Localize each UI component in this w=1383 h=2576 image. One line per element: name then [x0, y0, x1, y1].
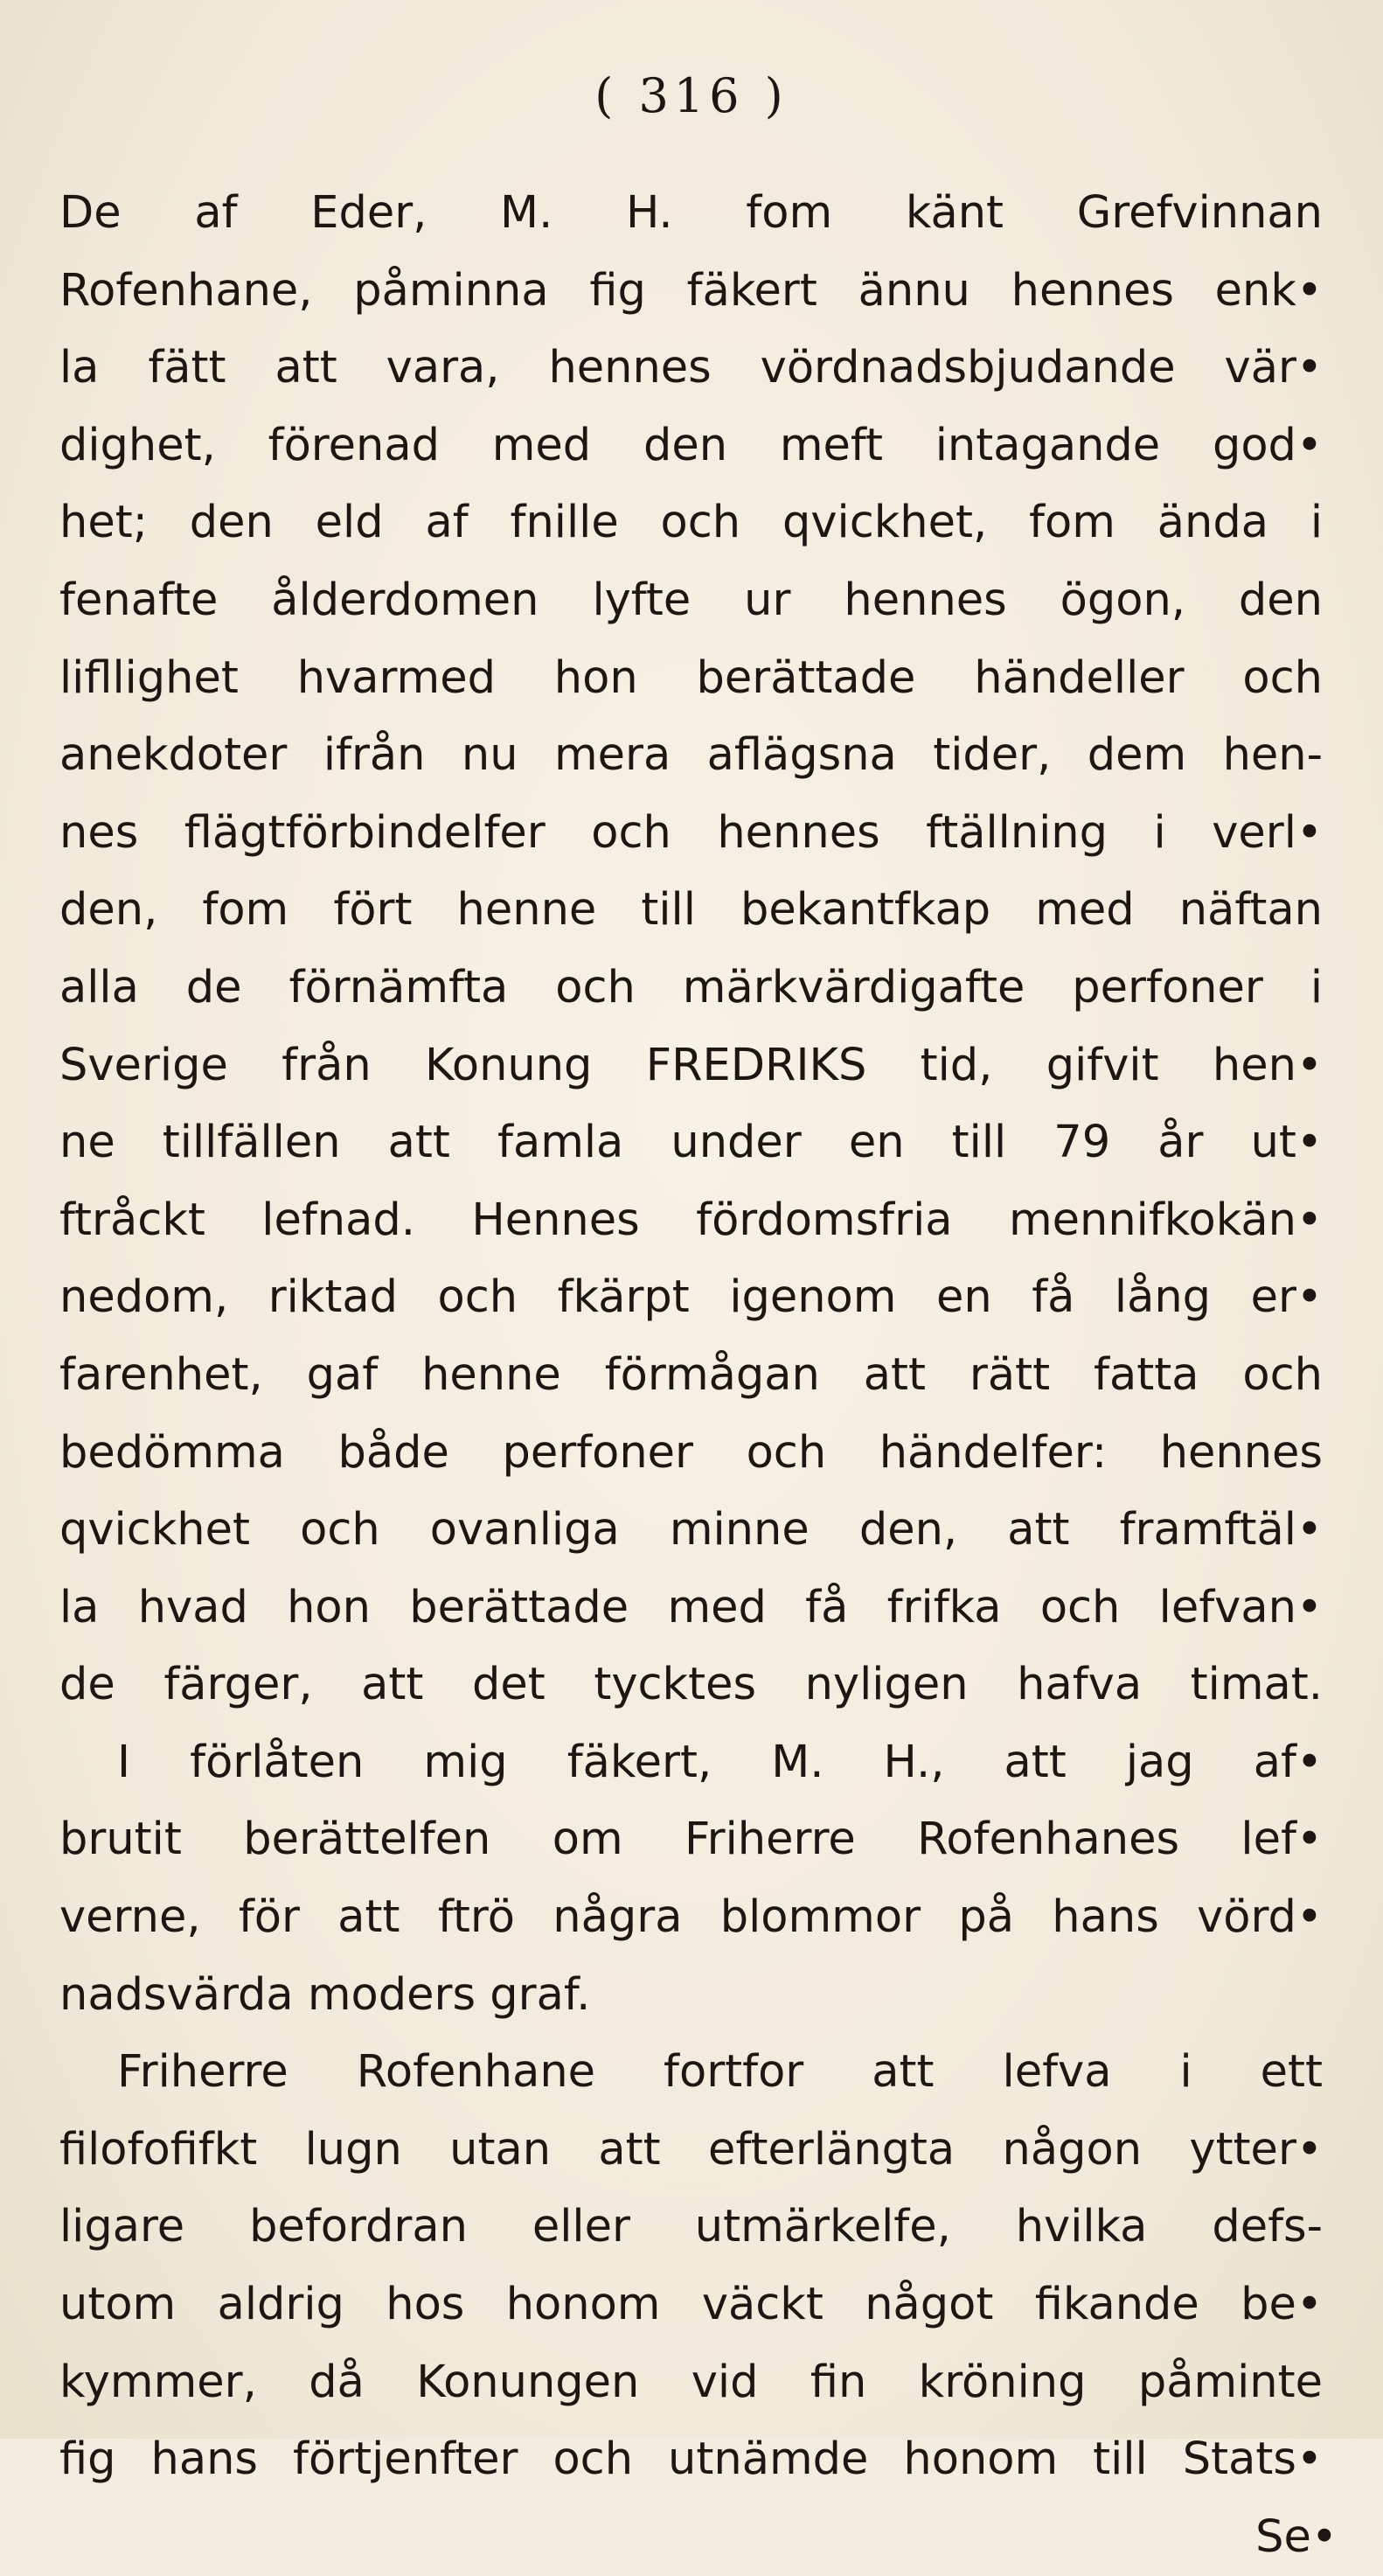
text-line: [59, 1801, 1371, 1879]
line-text: ftråckt lefnad. Hennes fördomsfria mennifkokän•: [59, 1194, 1323, 1246]
text-line: [59, 2034, 1371, 2112]
text-line: [59, 175, 1371, 253]
line-text: lifllighet hvarmed hon berättade händeller och: [59, 651, 1323, 704]
text-line: [59, 484, 1371, 562]
text-line-short: nadsvärda moders graf.: [59, 1968, 591, 2021]
line-text: kymmer, då Konungen vid fin kröning påminte: [59, 2356, 1323, 2408]
line-text: la hvad hon berättade med få frifka och lefvan•: [59, 1581, 1323, 1633]
text-line: [59, 2189, 1371, 2266]
text-line: [59, 795, 1371, 873]
line-text: Friherre Rofenhane fortfor att lefva i ett: [117, 2046, 1323, 2099]
text-line: [59, 407, 1371, 485]
line-text: Rofenhane, påminna fig fäkert ännu hennes enk•: [59, 264, 1323, 317]
text-line: [59, 2112, 1371, 2190]
line-text: alla de förnämfta och märkvärdigafte perfoner i: [59, 961, 1323, 1013]
line-text: anekdoter ifrån nu mera aflägsna tider, dem hen-: [59, 729, 1323, 782]
line-text: ligare befordran eller utmärkelfe, hvilka defs-: [59, 2201, 1323, 2253]
line-text: farenhet, gaf henne förmågan att rätt fatta och: [59, 1348, 1323, 1401]
line-text: I förlåten mig fäkert, M. H., att jag af•: [117, 1736, 1323, 1788]
line-text: ne tillfällen att famla under en till 79 år ut•: [59, 1117, 1323, 1169]
line-text: dighet, förenad med den meft intagande god•: [59, 419, 1323, 471]
text-line: [59, 1647, 1371, 1724]
text-line: [59, 640, 1371, 718]
text-line: [59, 2421, 1371, 2499]
text-line: [59, 1879, 1371, 1957]
line-text: de färger, att det tycktes nyligen hafva timat.: [59, 1659, 1323, 1711]
line-text: brutit berättelfen om Friherre Rofenhanes lef•: [59, 1814, 1323, 1866]
text-line: [59, 1337, 1371, 1415]
text-line: [59, 2344, 1371, 2422]
text-line: [59, 1570, 1371, 1647]
text-line: [59, 717, 1371, 795]
line-text: verne, för att ftrö några blommor på hans vörd•: [59, 1891, 1323, 1944]
text-line: [59, 1492, 1371, 1570]
text-line: [59, 1182, 1371, 1260]
text-line: [59, 1259, 1371, 1337]
text-line: [59, 1104, 1371, 1182]
line-text: bedömma både perfoner och händelfer: hennes: [59, 1426, 1323, 1479]
body-text: [59, 175, 1371, 2576]
text-line: [59, 1027, 1371, 1105]
line-text: la fätt att vara, hennes vördnadsbjudande vär•: [59, 342, 1323, 394]
line-text: Sverige från Konung FREDRIKS tid, gifvit hen•: [59, 1039, 1323, 1091]
text-line: [59, 253, 1371, 331]
text-line: [59, 872, 1371, 950]
line-text: filofofifkt lugn utan att efterlängta någon ytter•: [59, 2123, 1323, 2176]
line-text: fenafte ålderdomen lyfte ur hennes ögon, den: [59, 574, 1323, 626]
text-line: [59, 950, 1371, 1027]
text-line: [59, 1415, 1371, 1493]
line-text: den, fom fört henne till bekantfkap med näftan: [59, 884, 1323, 936]
line-text: nes flägtförbindelfer och hennes ftällning i verl•: [59, 806, 1323, 859]
line-text: nedom, riktad och fkärpt igenom en få lång er•: [59, 1271, 1323, 1324]
text-line: [59, 330, 1371, 407]
line-text: qvickhet och ovanliga minne den, att framftäl•: [59, 1504, 1323, 1556]
text-line: [59, 1724, 1371, 1802]
catchword: Se•: [1255, 2510, 1338, 2563]
text-line: [59, 2266, 1371, 2344]
line-text: utom aldrig hos honom väckt något fikande be•: [59, 2279, 1323, 2331]
line-text: het; den eld af fnille och qvickhet, fom ända i: [59, 497, 1323, 549]
text-line: [59, 562, 1371, 640]
line-text: fig hans förtjenfter och utnämde honom till Stats•: [59, 2433, 1323, 2486]
page-number: ( 316 ): [594, 68, 789, 123]
line-text: De af Eder, M. H. fom känt Grefvinnan: [59, 187, 1323, 239]
